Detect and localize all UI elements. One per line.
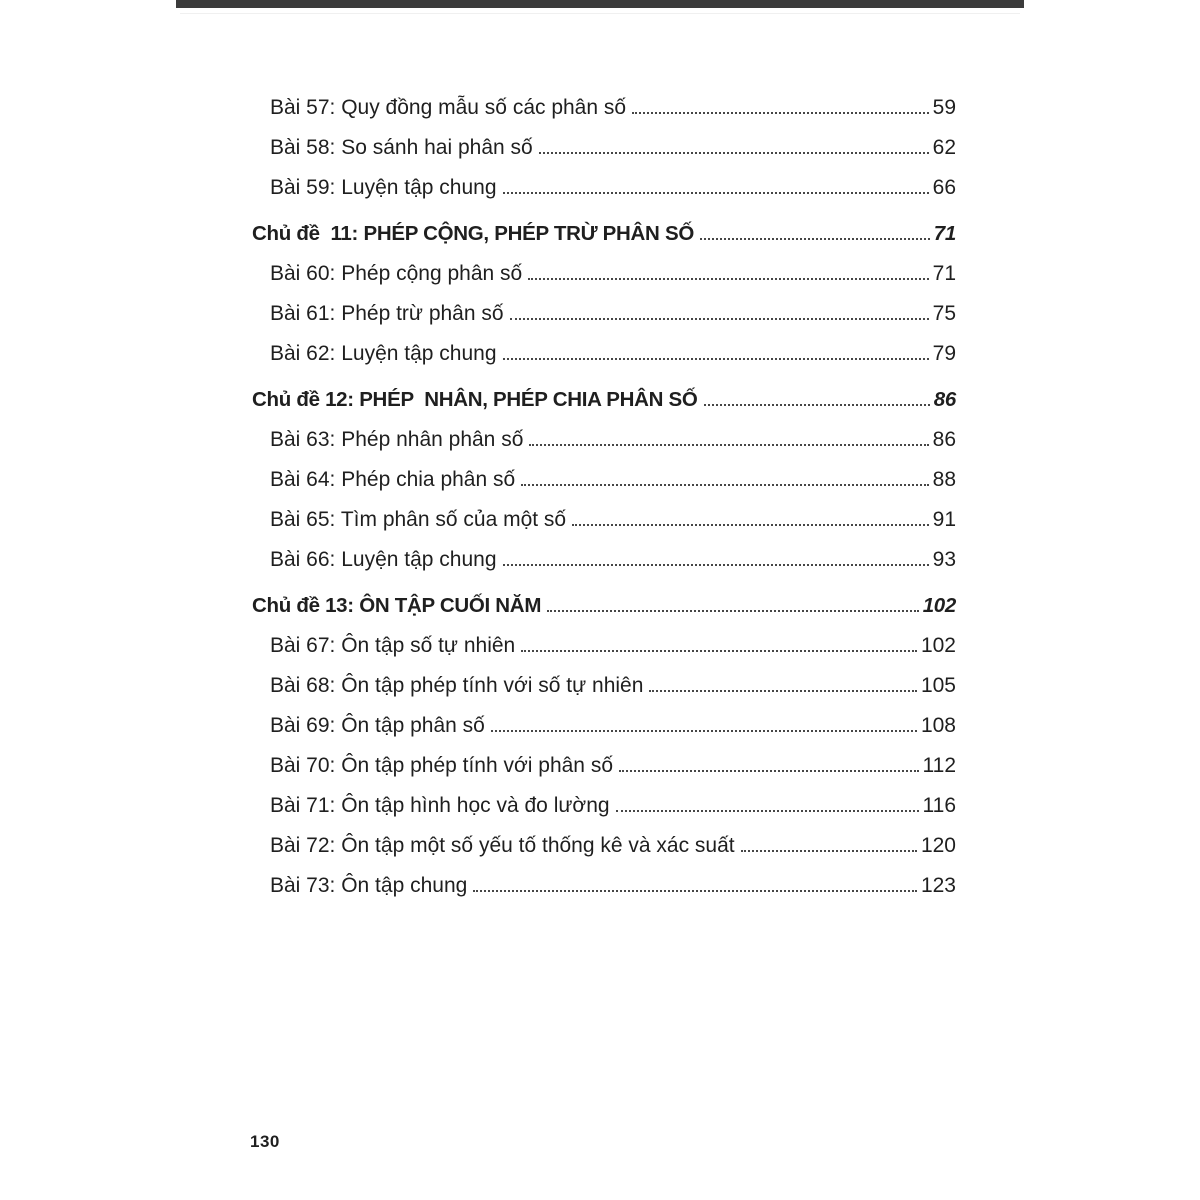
toc-row-lesson xyxy=(252,452,956,492)
toc-entry-label: Bài 70: Ôn tập phép tính với phân số xyxy=(270,753,614,777)
dot-leader xyxy=(741,850,917,852)
toc-page-number: 112 xyxy=(922,753,956,777)
toc-entry-label: Bài 73: Ôn tập chung xyxy=(270,873,468,897)
toc-page-number: 102 xyxy=(922,594,956,618)
toc-entry-label: Bài 59: Luyện tập chung xyxy=(270,175,497,199)
dot-leader xyxy=(700,238,930,240)
dot-leader xyxy=(503,358,929,360)
table-of-contents xyxy=(252,80,956,898)
toc-page-number: 86 xyxy=(933,388,956,412)
toc-row-lesson xyxy=(252,858,956,898)
dot-leader xyxy=(529,444,928,446)
dot-leader xyxy=(547,610,919,612)
toc-row-lesson xyxy=(252,532,956,572)
toc-row-lesson xyxy=(252,818,956,858)
toc-entry-label: Chủ đề 13: ÔN TẬP CUỐI NĂM xyxy=(252,594,542,618)
toc-row-lesson xyxy=(252,492,956,532)
toc-row-lesson xyxy=(252,326,956,366)
toc-page-number: 62 xyxy=(932,135,956,159)
dot-leader xyxy=(528,278,928,280)
toc-entry-label: Bài 58: So sánh hai phân số xyxy=(270,135,533,159)
toc-entry-label: Bài 68: Ôn tập phép tính với số tự nhiên xyxy=(270,673,644,697)
toc-row-lesson xyxy=(252,80,956,120)
toc-page-number: 66 xyxy=(932,175,956,199)
dot-leader xyxy=(503,564,929,566)
toc-entry-label: Bài 63: Phép nhân phân số xyxy=(270,427,524,451)
toc-page-number: 108 xyxy=(920,713,956,737)
toc-row-lesson xyxy=(252,246,956,286)
toc-entry-label: Bài 64: Phép chia phân số xyxy=(270,467,516,491)
toc-page-number: 105 xyxy=(920,673,956,697)
dot-leader xyxy=(704,404,930,406)
toc-page-number: 71 xyxy=(932,261,956,285)
toc-row-lesson xyxy=(252,120,956,160)
toc-row-lesson xyxy=(252,658,956,698)
page-top-edge-bar xyxy=(176,0,1024,8)
dot-leader xyxy=(510,318,929,320)
dot-leader xyxy=(572,524,929,526)
toc-entry-label: Bài 60: Phép cộng phân số xyxy=(270,261,523,285)
toc-entry-label: Bài 62: Luyện tập chung xyxy=(270,341,497,365)
toc-row-chapter xyxy=(252,578,956,618)
dot-leader xyxy=(521,650,917,652)
toc-row-lesson xyxy=(252,698,956,738)
dot-leader xyxy=(503,192,929,194)
footer-page-number: 130 xyxy=(250,1132,280,1151)
dot-leader xyxy=(616,810,919,812)
toc-row-lesson xyxy=(252,412,956,452)
toc-page-number: 93 xyxy=(932,547,956,571)
toc-entry-label: Bài 72: Ôn tập một số yếu tố thống kê và xác suất xyxy=(270,833,735,857)
toc-page-number: 102 xyxy=(920,633,956,657)
dot-leader xyxy=(473,890,917,892)
toc-entry-label: Bài 66: Luyện tập chung xyxy=(270,547,497,571)
dot-leader xyxy=(632,112,929,114)
toc-page-number: 71 xyxy=(933,222,956,246)
toc-entry-label: Bài 65: Tìm phân số của một số xyxy=(270,507,567,531)
toc-entry-label: Bài 69: Ôn tập phân số xyxy=(270,713,485,737)
toc-entry-label: Chủ đề 12: PHÉP NHÂN, PHÉP CHIA PHÂN SỐ xyxy=(252,388,698,412)
toc-row-chapter xyxy=(252,372,956,412)
toc-row-lesson xyxy=(252,738,956,778)
toc-row-lesson xyxy=(252,618,956,658)
toc-row-lesson xyxy=(252,286,956,326)
dot-leader xyxy=(619,770,919,772)
page-top-edge-shadow xyxy=(180,13,1020,14)
toc-row-lesson xyxy=(252,778,956,818)
toc-entry-label: Bài 57: Quy đồng mẫu số các phân số xyxy=(270,95,627,119)
toc-page-number: 120 xyxy=(920,833,956,857)
toc-page-number: 75 xyxy=(932,301,956,325)
toc-page-number: 91 xyxy=(932,507,956,531)
toc-row-lesson xyxy=(252,160,956,200)
toc-page-number: 86 xyxy=(932,427,956,451)
toc-page-number: 88 xyxy=(932,467,956,491)
toc-page-number: 116 xyxy=(922,793,956,817)
toc-entry-label: Bài 71: Ôn tập hình học và đo lường xyxy=(270,793,610,817)
toc-row-chapter xyxy=(252,206,956,246)
toc-page-number: 79 xyxy=(932,341,956,365)
toc-entry-label: Bài 67: Ôn tập số tự nhiên xyxy=(270,633,516,657)
toc-entry-label: Bài 61: Phép trừ phân số xyxy=(270,301,504,325)
dot-leader xyxy=(539,152,929,154)
toc-page-number: 59 xyxy=(932,95,956,119)
toc-entry-label: Chủ đề 11: PHÉP CỘNG, PHÉP TRỪ PHÂN SỐ xyxy=(252,222,694,246)
dot-leader xyxy=(649,690,917,692)
dot-leader xyxy=(491,730,917,732)
dot-leader xyxy=(521,484,928,486)
toc-page-number: 123 xyxy=(920,873,956,897)
